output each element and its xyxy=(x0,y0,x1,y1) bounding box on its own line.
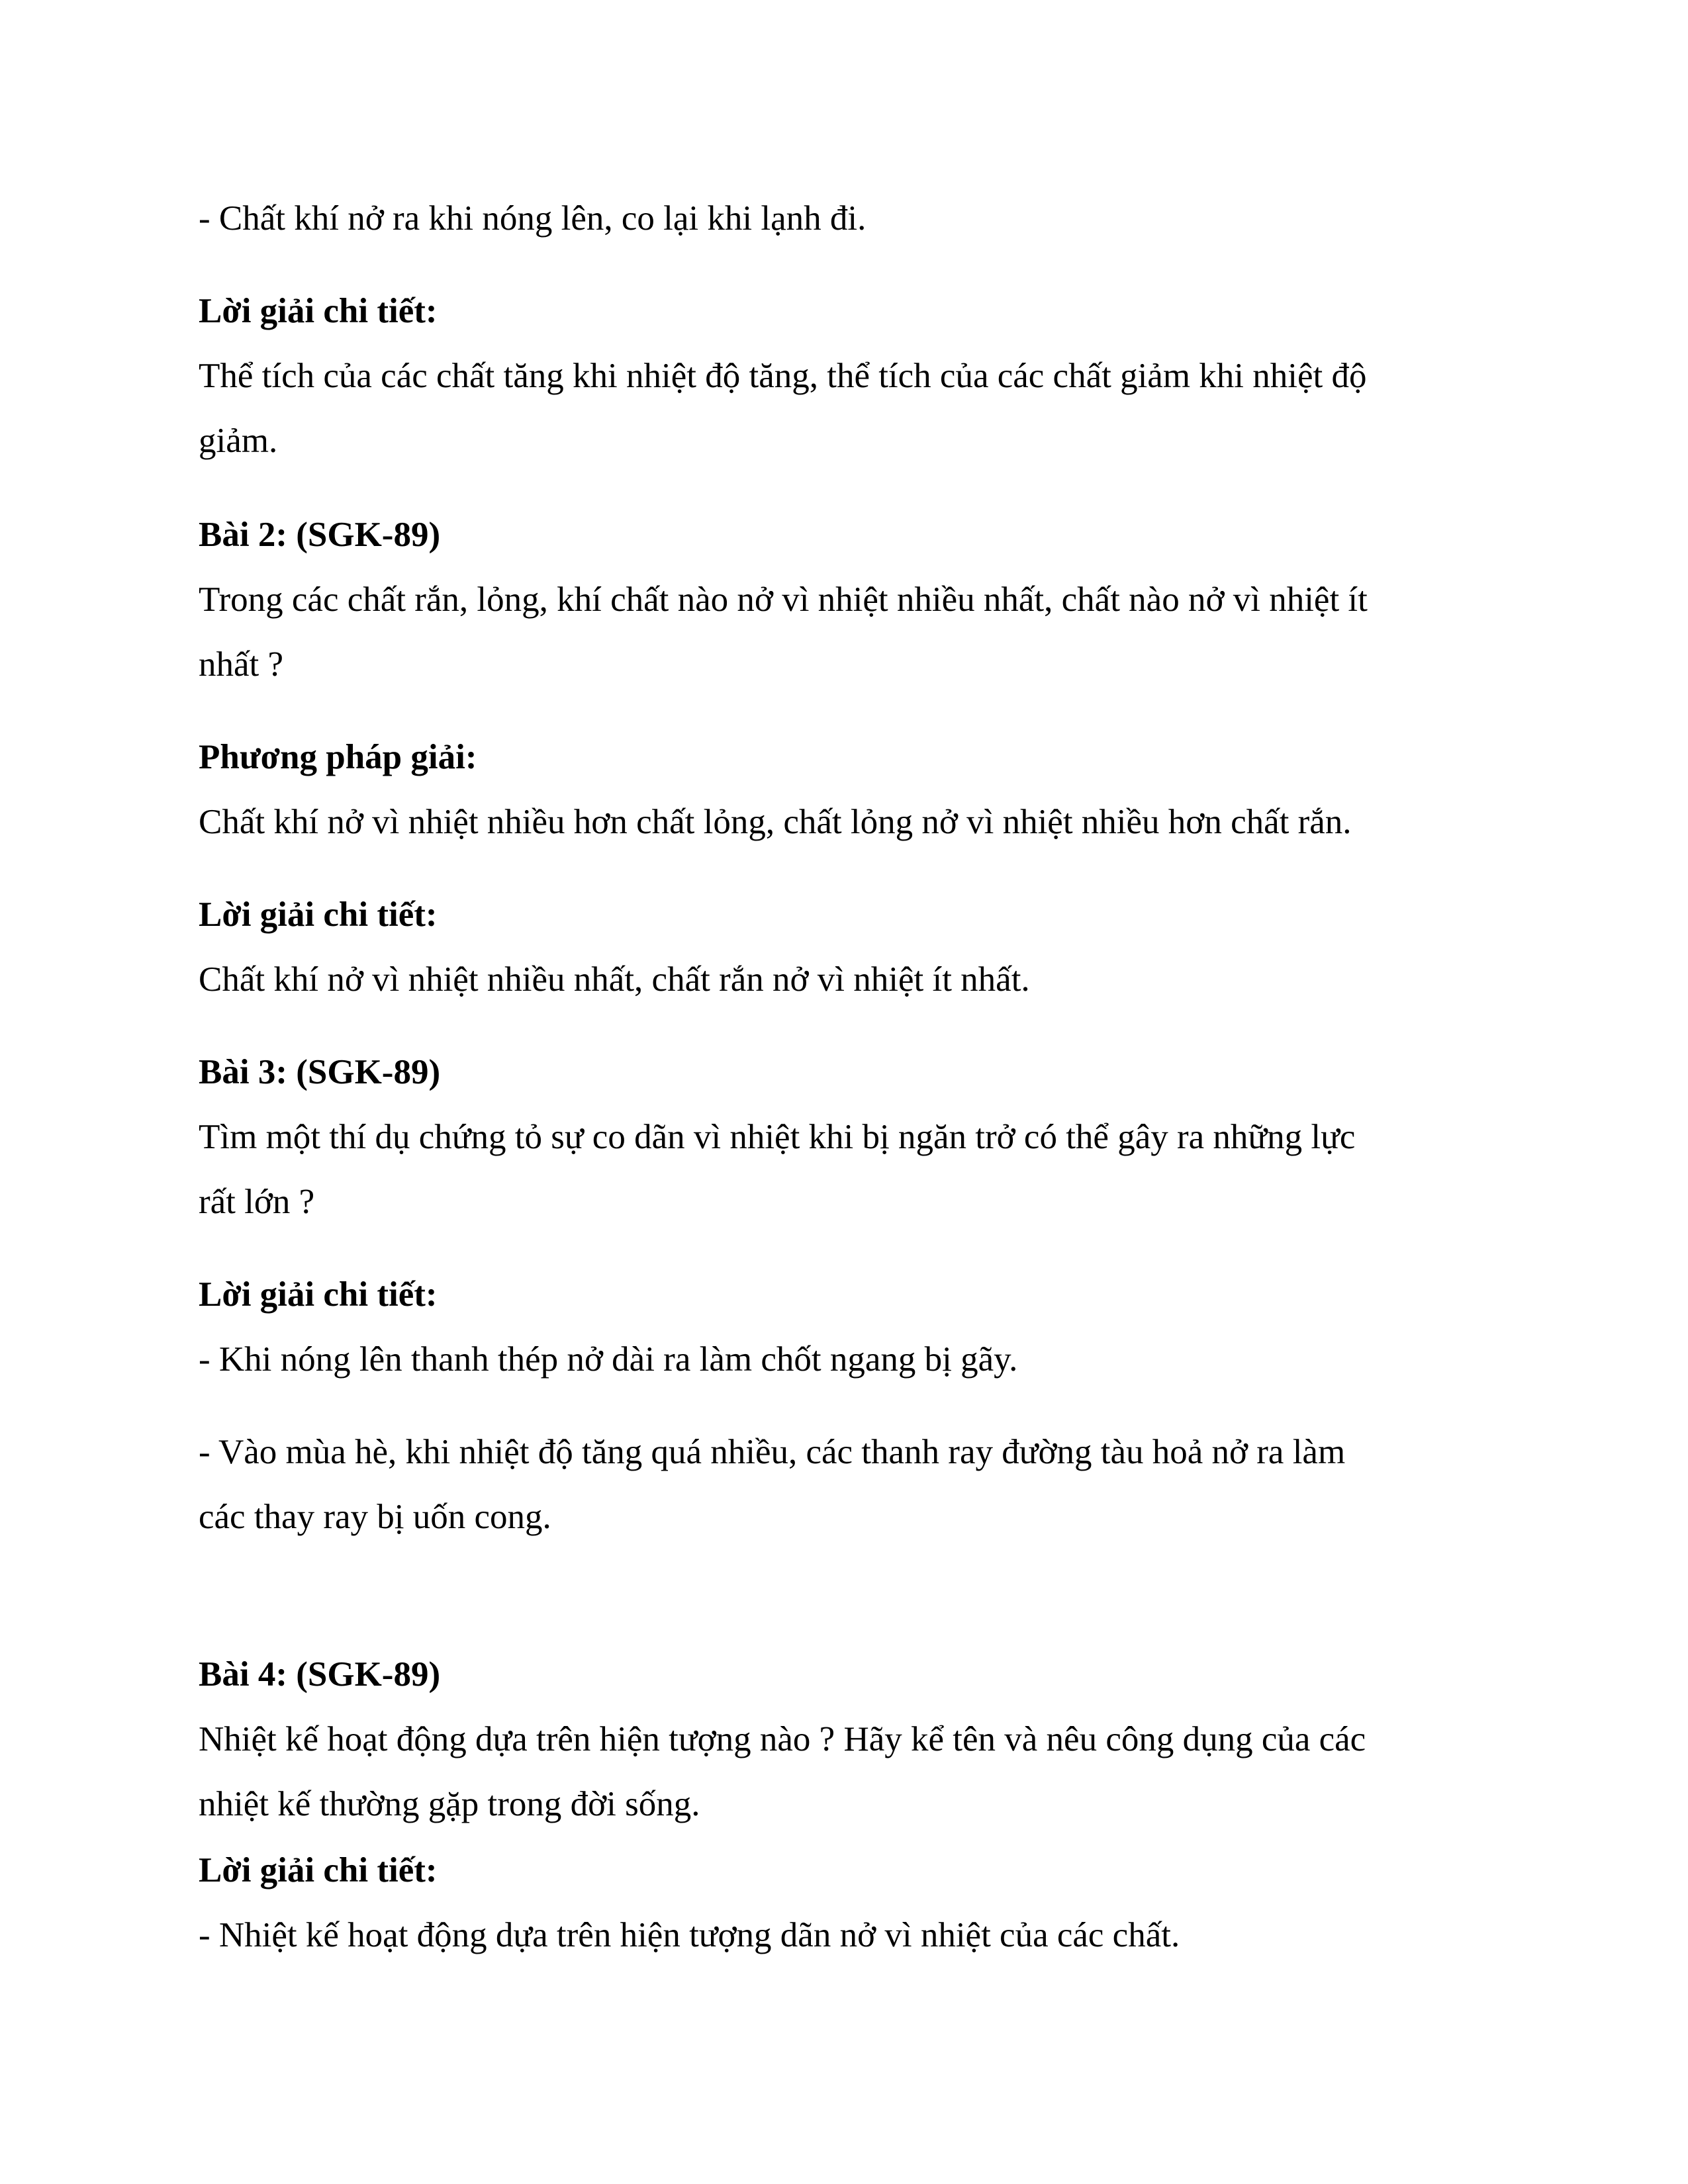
bullet-thermometer: - Nhiệt kế hoạt động dựa trên hiện tượng dãn nở vì nhiệt của các chất. xyxy=(199,1916,1180,1954)
paragraph-line: Trong các chất rắn, lỏng, khí chất nào nở vì nhiệt nhiều nhất, chất nào nở vì nhiệt ít xyxy=(199,580,1368,619)
bullet-rail-tracks: - Vào mùa hè, khi nhiệt độ tăng quá nhiều, các thanh ray đường tàu hoả nở ra làm xyxy=(199,1433,1346,1471)
paragraph-line: Chất khí nở vì nhiệt nhiều hơn chất lỏng, chất lỏng nở vì nhiệt nhiều hơn chất rắn. xyxy=(199,803,1352,841)
heading-detailed-solution: Lời giải chi tiết: xyxy=(199,1275,438,1314)
paragraph-line: Thể tích của các chất tăng khi nhiệt độ tăng, thể tích của các chất giảm khi nhiệt độ xyxy=(199,357,1367,395)
heading-exercise-3: Bài 3: (SGK-89) xyxy=(199,1053,441,1091)
heading-method: Phương pháp giải: xyxy=(199,738,477,776)
paragraph-line: Chất khí nở vì nhiệt nhiều nhất, chất rắn nở vì nhiệt ít nhất. xyxy=(199,960,1030,999)
heading-detailed-solution: Lời giải chi tiết: xyxy=(199,895,438,934)
heading-exercise-4: Bài 4: (SGK-89) xyxy=(199,1655,441,1694)
paragraph-line: các thay ray bị uốn cong. xyxy=(199,1498,551,1536)
bullet-gas-expands: - Chất khí nở ra khi nóng lên, co lại khi lạnh đi. xyxy=(199,199,867,238)
paragraph-line: giảm. xyxy=(199,422,278,460)
heading-exercise-2: Bài 2: (SGK-89) xyxy=(199,516,441,554)
paragraph-line: Tìm một thí dụ chứng tỏ sự co dãn vì nhiệt khi bị ngăn trở có thể gây ra những lực xyxy=(199,1118,1356,1156)
paragraph-line: rất lớn ? xyxy=(199,1183,315,1221)
paragraph-line: Nhiệt kế hoạt động dựa trên hiện tượng nào ? Hãy kể tên và nêu công dụng của các xyxy=(199,1720,1366,1758)
heading-detailed-solution: Lời giải chi tiết: xyxy=(199,292,438,330)
paragraph-line: nhất ? xyxy=(199,645,284,684)
bullet-steel-bar: - Khi nóng lên thanh thép nở dài ra làm chốt ngang bị gãy. xyxy=(199,1340,1018,1379)
heading-detailed-solution: Lời giải chi tiết: xyxy=(199,1851,438,1889)
paragraph-line: nhiệt kế thường gặp trong đời sống. xyxy=(199,1785,700,1823)
